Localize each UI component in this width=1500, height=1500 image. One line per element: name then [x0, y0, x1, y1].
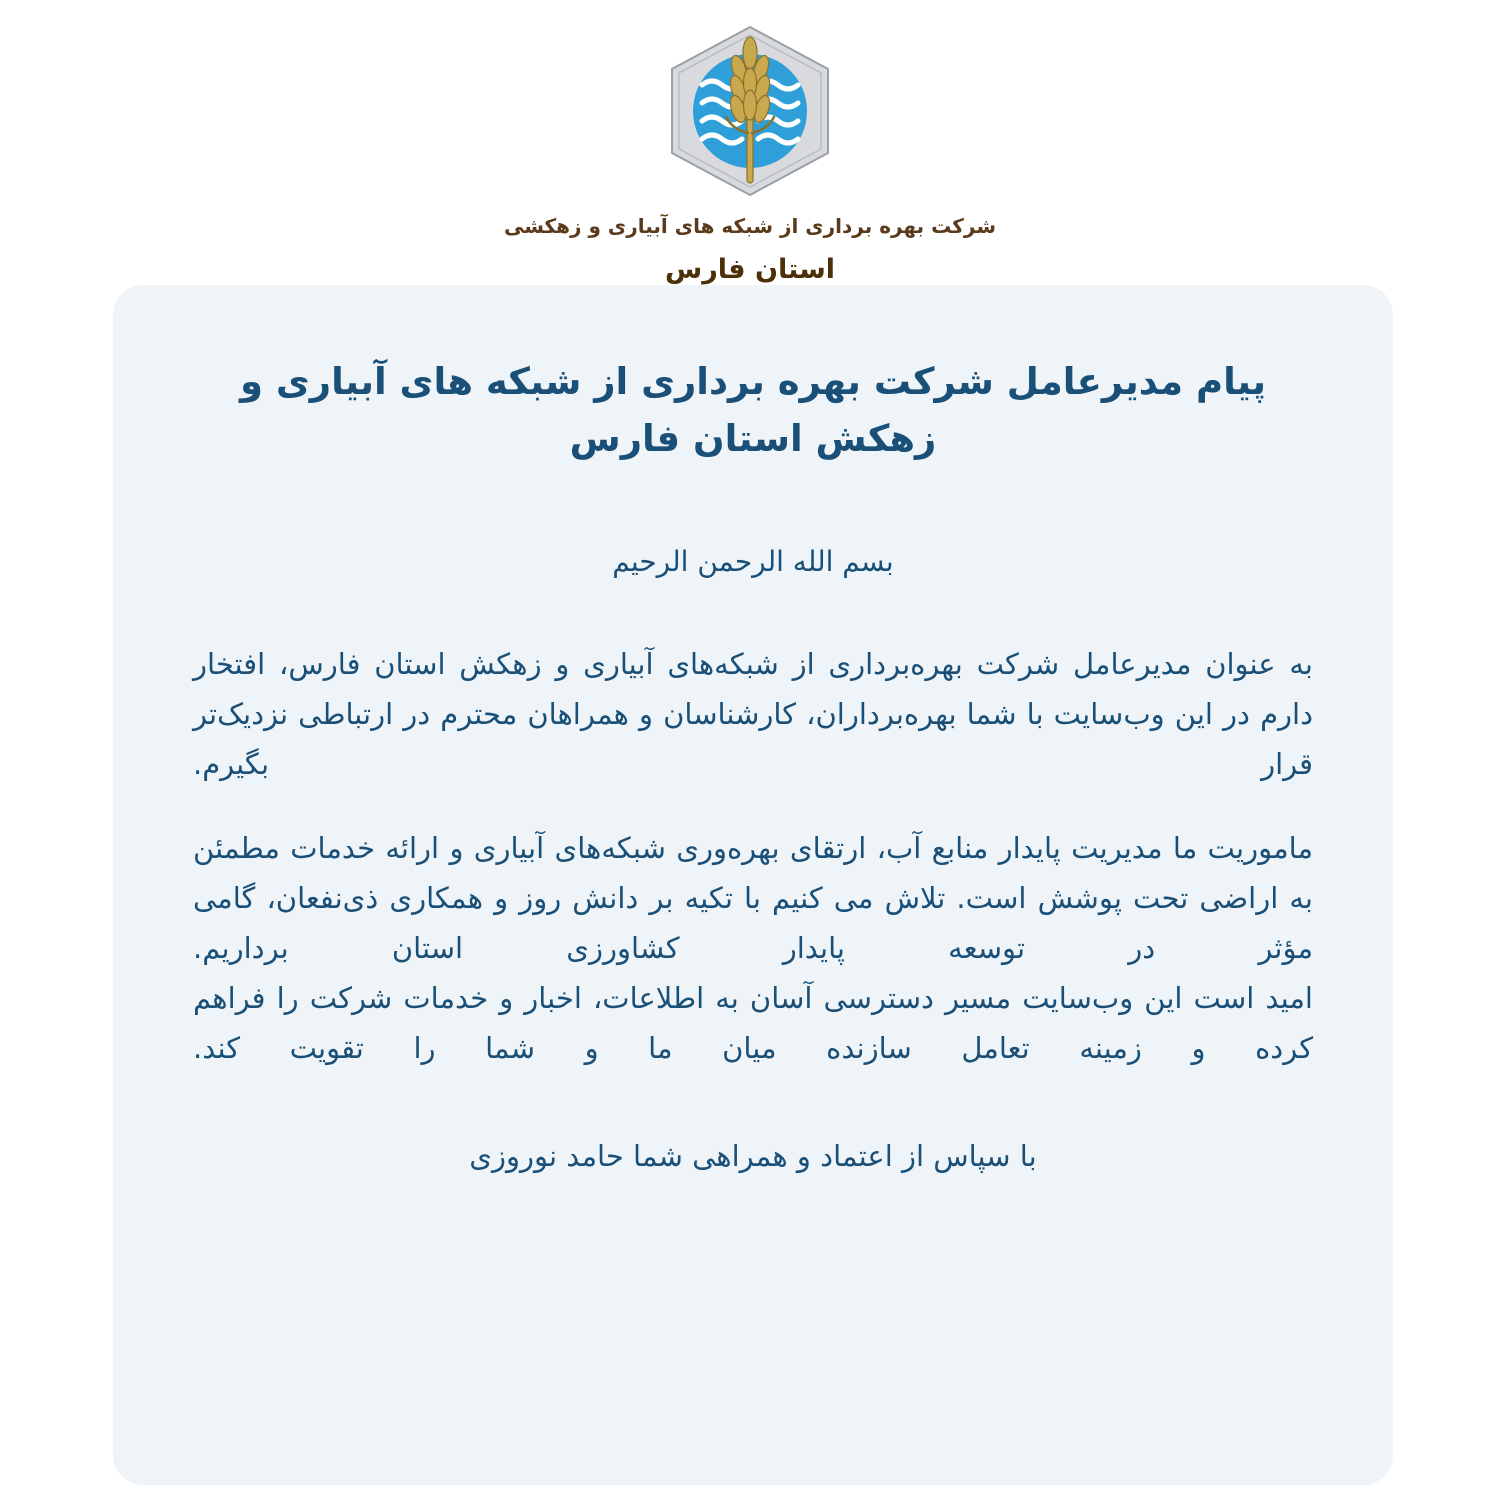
paragraph-2: ماموریت ما مدیریت پایدار منابع آب، ارتقای بهره‌وری شبکه‌های آبیاری و ارائه خدمات مطمئن به اراضی تحت پوشش است. تلاش می کنیم با تکیه بر دانش روز و همکاری ذی‌نفعان، گامی مؤثر در توسعه پایدار کشاورزی استان برداریم. [193, 831, 1313, 965]
organization-name: شرکت بهره برداری از شبکه های آبیاری و زهکشی [503, 214, 997, 238]
paragraph-1: به عنوان مدیرعامل شرکت بهره‌برداری از شبکه‌های آبیاری و زهکش استان فارس، افتخار دارم در این وب‌سایت با شما بهره‌برداران، کارشناسان و همراهان محترم در ارتباطی نزدیک‌تر قرار بگیرم. [193, 647, 1313, 782]
document-header [0, 0, 1500, 287]
wheat-water-hexagon-logo [660, 23, 840, 199]
page-title: پیام مدیرعامل شرکت بهره برداری از شبکه های آبیاری و زهکش استان فارس [240, 360, 1266, 461]
message-body [193, 640, 1313, 1073]
signature-line: با سپاس از اعتماد و همراهی شما حامد نوروزی [469, 1139, 1037, 1174]
paragraph-3: امید است این وب‌سایت مسیر دسترسی آسان به اطلاعات، اخبار و خدمات شرکت را فراهم کرده و زمینه تعامل سازنده میان ما و شما را تقویت کند. [193, 980, 1313, 1065]
bismillah-line: بسم الله الرحمن الرحیم [612, 544, 894, 578]
message-card [113, 285, 1393, 1485]
logo-container [0, 22, 1500, 200]
province-name: استان فارس [664, 254, 836, 285]
